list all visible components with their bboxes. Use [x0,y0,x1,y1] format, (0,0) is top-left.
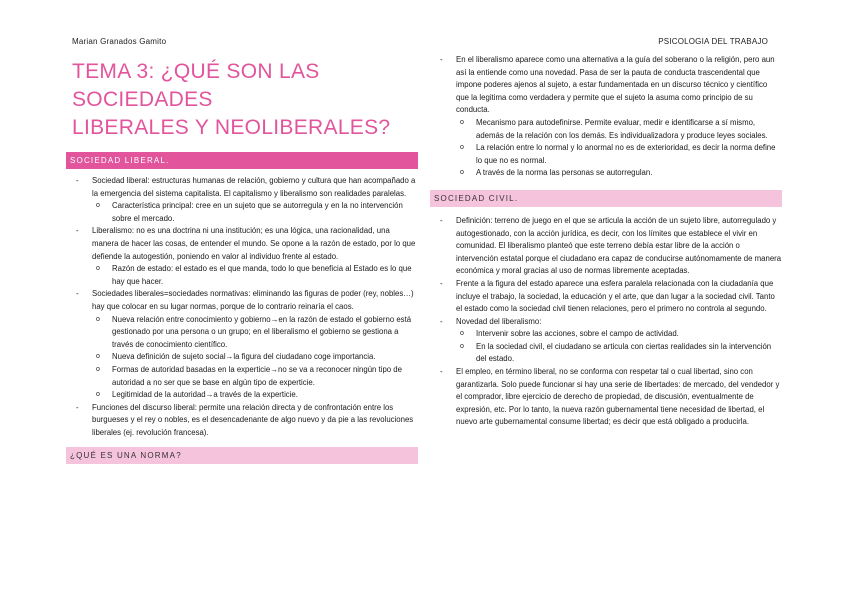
page-title [72,58,418,142]
norma-list [430,54,782,180]
sociedad-liberal-list [66,175,418,439]
list-subitem: o Formas de autoridad basadas en la experticie→no se va a reconocer ningún tipo de autoridad a no ser que se base en algún tipo de experticie. [66,364,418,389]
header-subject: PSICOLOGIA DEL TRABAJO [658,37,768,46]
list-item: - Novedad del liberalismo: [430,316,782,329]
sociedad-civil-list [430,215,782,429]
section-heading-sociedad-civil: SOCIEDAD CIVIL. [430,190,782,207]
list-subitem: o Razón de estado: el estado es el que manda, todo lo que beneficia al Estado es lo que hay que hacer. [66,263,418,288]
left-column [66,58,418,470]
list-subitem: o Característica principal: cree en un sujeto que se autorregula y en la no intervención sobre el mercado. [66,200,418,225]
list-subitem: o Intervenir sobre las acciones, sobre el campo de actividad. [430,328,782,341]
list-subitem: o Mecanismo para autodefinirse. Permite evaluar, medir e identificarse a sí mismo, además de la relación con los demás. Es individualizadora y produce leyes sociales. [430,117,782,142]
right-column [430,54,782,429]
list-item: - En el liberalismo aparece como una alternativa a la guía del soberano o la religión, pero aun así la entiende como una novedad. Pasa de ser la pauta de conducta trascendental que impone poderes ajenos al sujeto, a estar fundamentada en un discurso técnico y científico que la legitima como verdadera y permite que el sujeto la asuma como principio de su conducta. [430,54,782,117]
page-title-line-1: TEMA 3: ¿QUÉ SON LAS SOCIEDADES [72,60,320,111]
list-item: - El empleo, en término liberal, no se conforma con respetar tal o cual libertad, sino con garantizarla. Solo puede funcionar si hay una serie de libertades: de mercado, del vendedor y el comprador, libre ejercicio de derecho de propiedad, de discusión, eventualmente de expresión, etc. Por lo tanto, la nueva razón gubernamental tiene necesidad de libertad, el nuevo arte gubernamental consume libertad; es decir que está obligado a producirla. [430,366,782,429]
list-item: - Sociedades liberales=sociedades normativas: eliminando las figuras de poder (rey, nobles…) hay que colocar en su lugar normas, porque de lo contrario reinaría el caos. [66,288,418,313]
list-item: - Frente a la figura del estado aparece una esfera paralela relacionada con la ciudadanía que incluye el trabajo, la sociedad, la educación y el arte, que dan lugar a la sociedad civil. Tanto el estado como la sociedad civil tienen relaciones, pero el primero no controla al segundo. [430,278,782,316]
section-heading-sociedad-liberal: SOCIEDAD LIBERAL. [66,152,418,169]
list-subitem: o A través de la norma las personas se autorregulan. [430,167,782,180]
section-heading-que-es-una-norma: ¿QUÉ ES UNA NORMA? [66,447,418,464]
header-author: Marian Granados Gamito [72,37,167,46]
page-title-line-2: LIBERALES Y NEOLIBERALES? [72,116,391,139]
list-subitem: o Nueva definición de sujeto social→la figura del ciudadano coge importancia. [66,351,418,364]
list-subitem: o Legitimidad de la autoridad→a través de la experticie. [66,389,418,402]
list-item: - Definición: terreno de juego en el que se articula la acción de un sujeto libre, autorregulado y autogestionado, con la acción jurídica, es decir, con los límites que establece el vivir en comunidad. El liberalismo planteó que este terreno debía estar libre de la acción o intervención estatal porque el ciudadano era capaz de conducirse autónomamente de manera económica y moral gracias al uso de normas libremente aceptadas. [430,215,782,278]
list-subitem: o En la sociedad civil, el ciudadano se articula con ciertas realidades sin la intervención del estado. [430,341,782,366]
list-subitem: o La relación entre lo normal y lo anormal no es de exterioridad, es decir la norma define lo que no es normal. [430,142,782,167]
list-item: - Funciones del discurso liberal: permite una relación directa y de confrontación entre los burgueses y el rey o nobles, es el desencadenante de algo nuevo y da pie a las revoluciones liberales (ej. revolución francesa). [66,402,418,440]
list-item: - Liberalismo: no es una doctrina ni una institución; es una lógica, una racionalidad, una manera de hacer las cosas, de entender el mundo. Se opone a la razón de estado, por lo que defiende la autogestión, poniendo en valor al individuo frente al estado. [66,225,418,263]
list-subitem: o Nueva relación entre conocimiento y gobierno→en la razón de estado el gobierno está gestionado por una persona o un grupo; en el liberalismo el gobierno se gestiona a través de conocimiento científico. [66,314,418,352]
list-item: - Sociedad liberal: estructuras humanas de relación, gobierno y cultura que han acompañado a la emergencia del sistema capitalista. El capitalismo y liberalismo son realidades paralelas. [66,175,418,200]
